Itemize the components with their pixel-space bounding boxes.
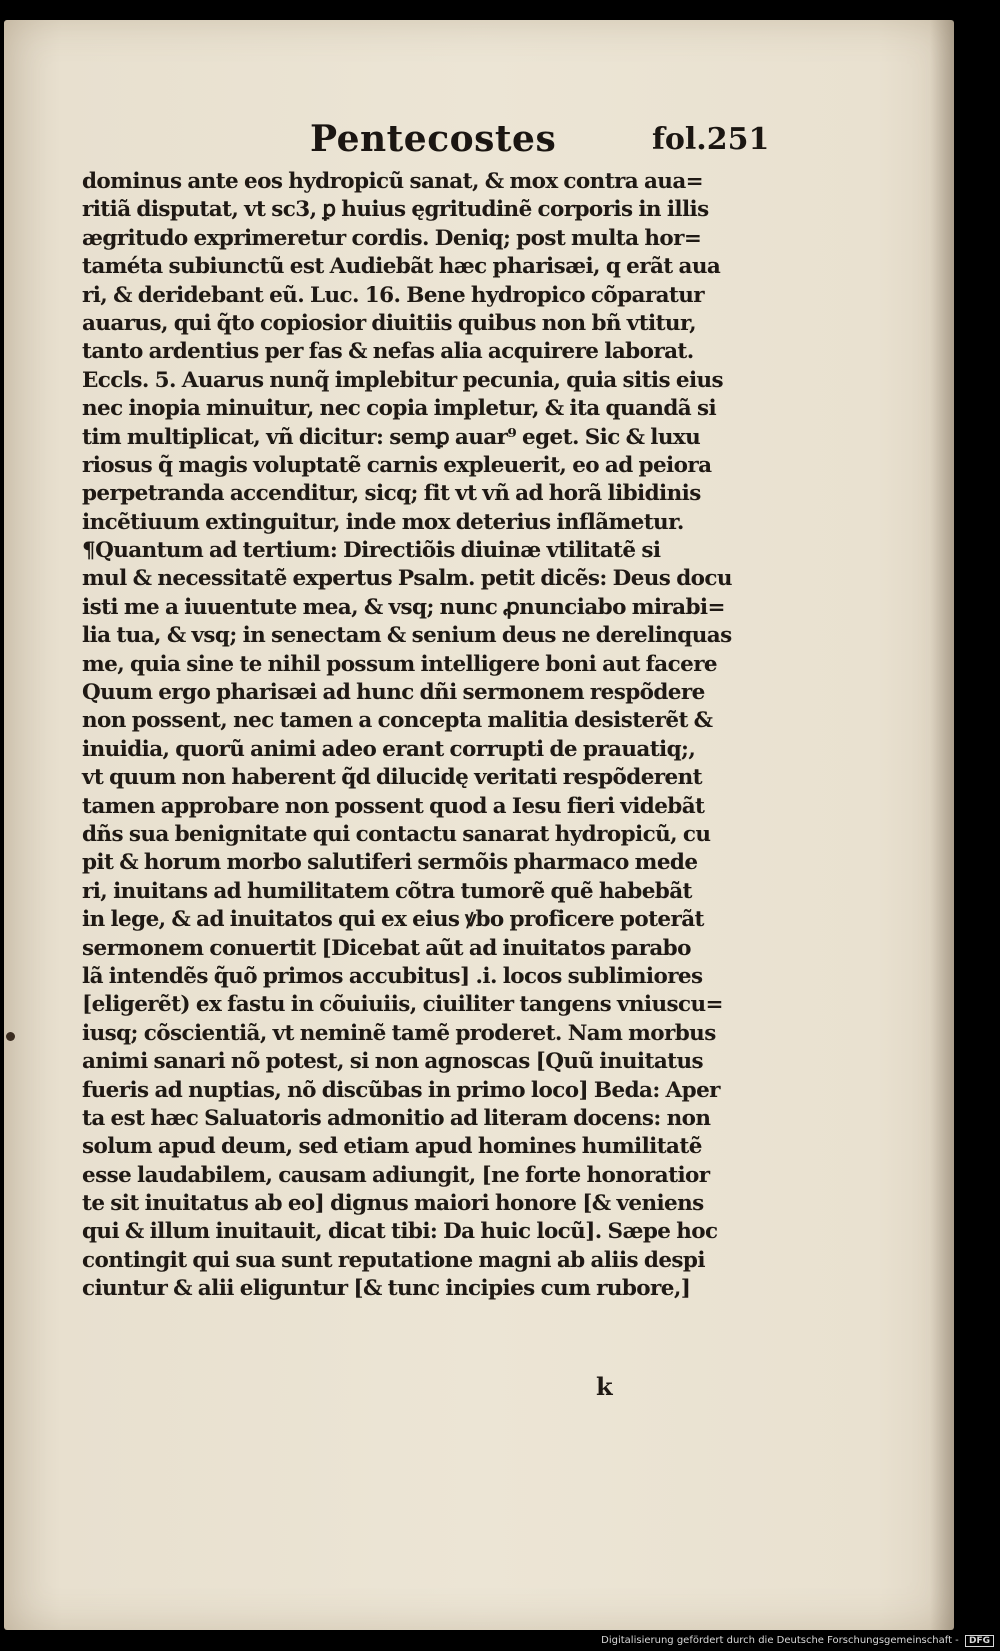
text-line: mul & necessitatẽ expertus Psalm. petit dicẽs: Deus docu	[82, 566, 732, 592]
text-line: iusq; cõscientiã, vt neminẽ tamẽ proderet. Nam morbus	[82, 1020, 716, 1046]
text-line: ritiã disputat, vt sc3, ꝑ huius ęgritudinẽ corporis in illis	[82, 197, 709, 223]
text-line: ri, inuitans ad humilitatem cõtra tumorẽ quẽ habebãt	[82, 878, 692, 904]
text-line: contingit qui sua sunt reputatione magni ab aliis despi	[82, 1247, 705, 1273]
text-line: isti me a iuuentute mea, & vsq; nunc ꝓnunciabo mirabi=	[82, 594, 725, 620]
text-line: ciuntur & alii eliguntur [& tunc incipies cum rubore,]	[82, 1276, 691, 1302]
text-line: auarus, qui q̃to copiosior diuitiis quibus non bñ vtitur,	[82, 310, 697, 336]
text-line: lia tua, & vsq; in senectam & senium deus ne derelinquas	[82, 623, 732, 649]
text-line: tamen approbare non possent quod a Iesu fieri videbãt	[82, 793, 705, 819]
page-header	[4, 100, 954, 160]
body-text	[82, 168, 758, 1304]
text-line: dominus ante eos hydropicũ sanat, & mox contra aua=	[82, 169, 704, 194]
book-page	[4, 20, 954, 1630]
text-line: ægritudo exprimeretur cordis. Deniq; post multa hor=	[82, 225, 702, 251]
text-line: fueris ad nuptias, nõ discũbas in primo loco] Beda: Aper	[82, 1077, 720, 1103]
text-line: ri, & deridebant eũ. Luc. 16. Bene hydropico cõparatur	[82, 282, 705, 308]
text-line: esse laudabilem, causam adiungit, [ne forte honoratior	[82, 1162, 710, 1188]
text-line: vt quum non haberent q̃d dilucidę veritati respõderent	[82, 765, 702, 791]
credit-text: Digitalisierung gefördert durch die Deutsche Forschungsgemeinschaft -	[601, 1635, 959, 1646]
text-line: te sit inuitatus ab eo] dignus maiori honore [& veniens	[82, 1191, 704, 1217]
text-line: [eligerẽt) ex fastu in cõuiuiis, ciuiliter tangens vniuscu=	[82, 992, 723, 1018]
text-line: sermonem conuertit [Dicebat aũt ad inuitatos parabo	[82, 935, 691, 961]
text-line: non possent, nec tamen a concepta malitia desisterẽt &	[82, 708, 713, 734]
folio-number: fol.251	[652, 122, 770, 157]
gutter-shadow	[930, 20, 954, 1630]
text-line: nec inopia minuitur, nec copia impletur, & ita quandã si	[82, 396, 717, 422]
text-line: dñs sua benignitate qui contactu sanarat hydropicũ, cu	[82, 821, 711, 847]
digitization-credit	[601, 1635, 994, 1647]
signature-mark: k	[596, 1372, 613, 1401]
text-line: riosus q̃ magis voluptatẽ carnis expleuerit, eo ad peiora	[82, 452, 712, 478]
text-line: in lege, & ad inuitatos qui ex eius ꝟbo proficere poterãt	[82, 907, 704, 933]
text-line: qui & illum inuitauit, dicat tibi: Da huic locũ]. Sæpe hoc	[82, 1219, 718, 1245]
dfg-logo: DFG	[965, 1635, 994, 1647]
text-line: ta est hæc Saluatoris admonitio ad literam docens: non	[82, 1105, 711, 1131]
text-line: perpetranda accenditur, sicq; fit vt vñ ad horã libidinis	[82, 481, 701, 507]
text-line: lã intendẽs q̃uõ primos accubitus] .i. locos sublimiores	[82, 963, 703, 989]
text-line: tanto ardentius per fas & nefas alia acquirere laborat.	[82, 339, 694, 365]
text-line: solum apud deum, sed etiam apud homines humilitatẽ	[82, 1134, 702, 1160]
text-line: Quum ergo pharisæi ad hunc dñi sermonem respõdere	[82, 680, 705, 706]
text-line: taméta subiunctũ est Audiebãt hæc pharisæi, q erãt aua	[82, 254, 721, 280]
text-line: incẽtiuum extinguitur, inde mox deterius inflãmetur.	[82, 509, 684, 535]
text-line: pit & horum morbo salutiferi sermõis pharmaco mede	[82, 850, 698, 876]
running-head: Pentecostes	[310, 118, 557, 160]
text-line: ¶Quantum ad tertium: Directiõis diuinæ vtilitatẽ si	[82, 538, 661, 564]
text-line: inuidia, quorũ animi adeo erant corrupti de prauatiq;,	[82, 736, 696, 762]
text-line: Eccls. 5. Auarus nunq̃ implebitur pecunia, quia sitis eius	[82, 367, 724, 393]
text-line: me, quia sine te nihil possum intelligere boni aut facere	[82, 651, 718, 677]
text-line: animi sanari nõ potest, si non agnoscas [Quũ inuitatus	[82, 1049, 704, 1075]
margin-ink-spot	[6, 1032, 15, 1041]
text-line: tim multiplicat, vñ dicitur: semꝑ auar⁹ eget. Sic & luxu	[82, 424, 701, 450]
